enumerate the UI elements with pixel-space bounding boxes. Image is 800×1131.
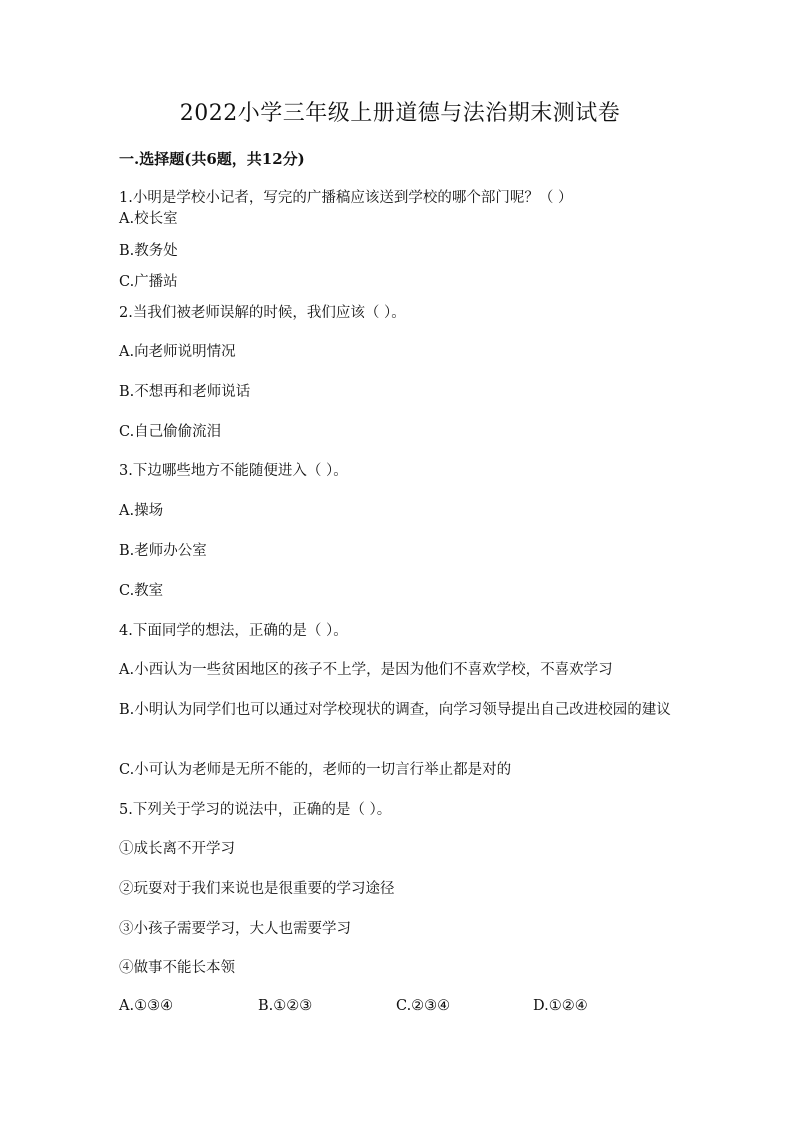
question-5-statement-3: ③小孩子需要学习，大人也需要学习 <box>119 921 351 937</box>
question-5-statement-4: ④做事不能长本领 <box>119 960 235 976</box>
question-3-option-a: A.操场 <box>119 503 164 519</box>
question-4-option-a: A.小西认为一些贫困地区的孩子不上学，是因为他们不喜欢学校，不喜欢学习 <box>119 662 613 678</box>
question-3-option-c: C.教室 <box>119 583 164 599</box>
question-1-option-b: B.教务处 <box>119 243 178 259</box>
question-3-option-b: B.老师办公室 <box>119 543 207 559</box>
question-5-stem: 5.下列关于学习的说法中，正确的是（ ）。 <box>119 802 392 818</box>
question-5-statement-2: ②玩耍对于我们来说也是很重要的学习途径 <box>119 881 395 897</box>
question-4-option-b: B.小明认为同学们也可以通过对学校现状的调查，向学习领导提出自己改进校园的建议 <box>119 702 671 718</box>
question-1-stem: 1.小明是学校小记者，写完的广播稿应该送到学校的哪个部门呢？（ ） <box>119 190 573 206</box>
question-5-option-c: C.②③④ <box>396 998 451 1014</box>
question-5-option-d: D.①②④ <box>533 998 588 1014</box>
question-1-option-c: C.广播站 <box>119 274 178 290</box>
question-5-statement-1: ①成长离不开学习 <box>119 841 235 857</box>
section-heading: 一.选择题(共6题，共12分) <box>119 150 305 168</box>
question-4-option-c: C.小可认为老师是无所不能的，老师的一切言行举止都是对的 <box>119 762 512 778</box>
question-2-option-a: A.向老师说明情况 <box>119 344 236 360</box>
question-2-stem: 2.当我们被老师误解的时候，我们应该（ ）。 <box>119 305 406 321</box>
question-2-option-c: C.自己偷偷流泪 <box>119 424 222 440</box>
question-1-option-a: A.校长室 <box>119 211 178 227</box>
question-4-stem: 4.下面同学的想法，正确的是（ ）。 <box>119 623 348 639</box>
question-2-option-b: B.不想再和老师说话 <box>119 384 251 400</box>
question-3-stem: 3.下边哪些地方不能随便进入（ ）。 <box>119 463 348 479</box>
exam-title: 2022小学三年级上册道德与法治期末测试卷 <box>179 101 621 126</box>
question-5-option-a: A.①③④ <box>119 998 174 1014</box>
question-5-option-b: B.①②③ <box>258 998 313 1014</box>
